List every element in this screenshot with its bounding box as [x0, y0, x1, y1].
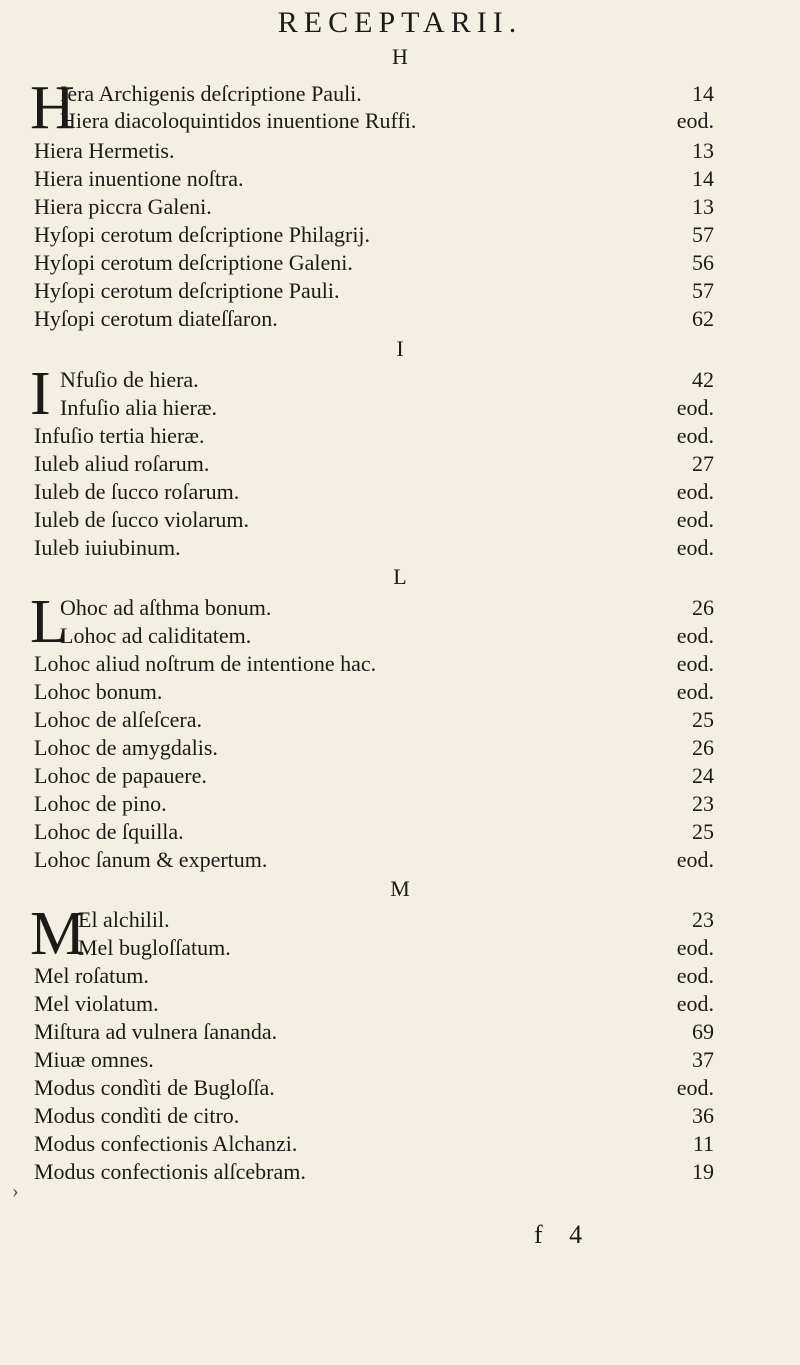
page-ref: 36	[692, 1103, 714, 1128]
entry-text: Iuleb iuiubinum.	[34, 535, 181, 560]
entry-text: Hyſopi cerotum diateſſaron.	[34, 306, 278, 331]
entry-text: Iera Archigenis deſcriptione Pauli.	[60, 81, 362, 106]
entry-text: Hiera Hermetis.	[34, 138, 175, 163]
entry-text: Nfuſio de hiera.	[60, 367, 199, 392]
page-ref: 57	[692, 222, 714, 247]
page-ref: 11	[692, 1131, 714, 1156]
page-ref: eod.	[676, 991, 714, 1016]
entry-text: Lohoc de pino.	[34, 791, 167, 816]
page-ref: 13	[692, 138, 714, 163]
page-ref: 27	[692, 451, 714, 476]
entry-text: Mel violatum.	[34, 991, 159, 1016]
drop-cap-l: L	[30, 588, 68, 656]
entry-text: Hiera piccra Galeni.	[34, 194, 212, 219]
list-item	[34, 962, 714, 990]
list-item	[34, 1074, 714, 1102]
drop-cap-h: H	[30, 74, 75, 142]
entry-text: Hyſopi cerotum deſcriptione Philagrij.	[34, 222, 371, 247]
page-ref: 69	[692, 1019, 714, 1044]
list-item	[34, 622, 714, 650]
list-item	[34, 107, 714, 135]
list-item	[34, 193, 714, 221]
entry-text: Mel bugloſſatum.	[78, 935, 231, 960]
entry-text: Iuleb aliud roſarum.	[34, 451, 210, 476]
list-item	[34, 137, 714, 165]
list-item	[34, 221, 714, 249]
page-ref: 23	[692, 791, 714, 816]
entry-text: Hiera diacoloquintidos inuentione Ruffi.	[60, 108, 417, 133]
list-item	[34, 706, 714, 734]
section-letter-m: M	[390, 876, 410, 901]
section-letter-h: H	[392, 44, 408, 69]
list-item	[34, 450, 714, 478]
list-item	[34, 422, 714, 450]
section-letter-i: I	[396, 336, 404, 361]
list-item	[34, 1158, 714, 1186]
page-ref: 14	[692, 166, 714, 191]
list-item	[34, 366, 714, 394]
page-ref: 25	[692, 819, 714, 844]
page-ref: 19	[692, 1159, 714, 1184]
entry-text: Miuæ omnes.	[34, 1047, 154, 1072]
section-letter-l: L	[393, 564, 407, 589]
entry-text: Lohoc de amygdalis.	[34, 735, 218, 760]
list-item	[34, 1130, 714, 1158]
page-ref: 13	[692, 194, 714, 219]
entry-text: Modus confectionis Alchanzi.	[34, 1131, 298, 1156]
page-ref: 42	[692, 367, 714, 392]
page-ref: eod.	[676, 507, 714, 532]
page-ref: 14	[692, 81, 714, 106]
page-ref: 62	[692, 306, 714, 331]
entry-text: Hyſopi cerotum deſcriptione Galeni.	[34, 250, 353, 275]
list-item	[34, 818, 714, 846]
page-ref: 57	[692, 278, 714, 303]
entry-text: Lohoc ad caliditatem.	[60, 623, 252, 648]
list-item	[34, 734, 714, 762]
list-item	[34, 305, 714, 333]
list-item	[34, 594, 714, 622]
entry-text: Modus condìti de Bugloſſa.	[34, 1075, 275, 1100]
entry-text: Ohoc ad aſthma bonum.	[60, 595, 272, 620]
list-item	[34, 650, 714, 678]
list-item	[34, 277, 714, 305]
entry-text: Mel roſatum.	[34, 963, 149, 988]
list-item	[34, 678, 714, 706]
page-ref: eod.	[676, 479, 714, 504]
entry-text: Hiera inuentione noſtra.	[34, 166, 244, 191]
list-item	[34, 394, 714, 422]
entry-text: Miſtura ad vulnera ſananda.	[34, 1019, 278, 1044]
list-item	[34, 990, 714, 1018]
list-item	[34, 534, 714, 562]
page-ref: eod.	[676, 423, 714, 448]
entry-text: Iuleb de ſucco violarum.	[34, 507, 250, 532]
list-item	[34, 1018, 714, 1046]
list-item	[34, 906, 714, 934]
entry-text: Modus confectionis alſcebram.	[34, 1159, 306, 1184]
entry-text: Iuleb de ſucco roſarum.	[34, 479, 240, 504]
page-ref: 24	[692, 763, 714, 788]
running-head: RECEPTARII.	[277, 6, 523, 39]
page-ref: 23	[692, 907, 714, 932]
entry-text: Infuſio alia hieræ.	[60, 395, 218, 420]
list-item	[34, 249, 714, 277]
page-ref: eod.	[676, 963, 714, 988]
page-ref: eod.	[676, 535, 714, 560]
page-ref: eod.	[676, 935, 714, 960]
list-item	[34, 846, 714, 874]
list-item	[34, 934, 714, 962]
entry-text: Lohoc aliud noſtrum de intentione hac.	[34, 651, 377, 676]
entry-text: Lohoc ſanum & expertum.	[34, 847, 268, 872]
page-ref: 26	[692, 735, 714, 760]
list-item	[34, 1046, 714, 1074]
list-item	[34, 478, 714, 506]
entry-text: Lohoc bonum.	[34, 679, 163, 704]
page-ref: eod.	[676, 651, 714, 676]
margin-mark: ›	[12, 1180, 19, 1202]
page-ref: 26	[692, 595, 714, 620]
page-ref: eod.	[676, 679, 714, 704]
entry-text: Lohoc de papauere.	[34, 763, 207, 788]
list-item	[34, 762, 714, 790]
entry-text: Modus condìti de citro.	[34, 1103, 240, 1128]
list-item	[34, 165, 714, 193]
page-ref: eod.	[676, 847, 714, 872]
page-ref: eod.	[676, 108, 714, 133]
page-ref: 25	[692, 707, 714, 732]
entry-text: Infuſio tertia hieræ.	[34, 423, 205, 448]
entry-text: El alchilil.	[78, 907, 170, 932]
page-ref: 37	[692, 1047, 714, 1072]
page-ref: 56	[692, 250, 714, 275]
list-item	[34, 506, 714, 534]
list-item	[34, 790, 714, 818]
drop-cap-m: M	[30, 900, 86, 968]
drop-cap-i: I	[30, 360, 51, 428]
list-item	[34, 80, 714, 108]
page-ref: eod.	[676, 395, 714, 420]
list-item	[34, 1102, 714, 1130]
page-ref: eod.	[676, 623, 714, 648]
page-ref: eod.	[676, 1075, 714, 1100]
entry-text: Lohoc de ſquilla.	[34, 819, 184, 844]
entry-text: Hyſopi cerotum deſcriptione Pauli.	[34, 278, 340, 303]
signature-mark: f 4	[534, 1220, 593, 1249]
entry-text: Lohoc de alſeſcera.	[34, 707, 202, 732]
